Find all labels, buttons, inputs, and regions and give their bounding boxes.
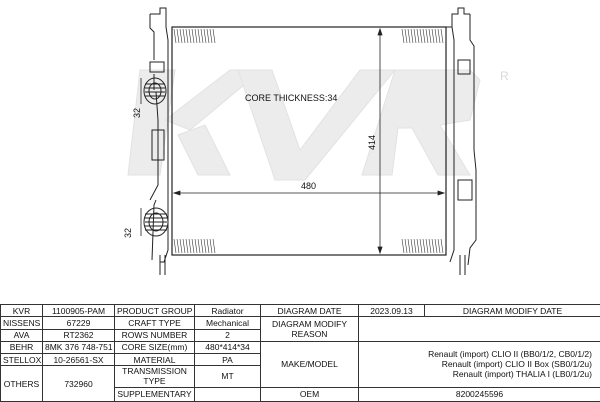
model-line: Renault (import) THALIA I (LB0/1/2u) (452, 369, 592, 380)
nissens-label: NISSENS (1, 317, 43, 329)
width-dimension: 480 (301, 181, 317, 191)
material-label: MATERIAL (115, 354, 195, 366)
core-size-label: CORE SIZE(mm) (115, 341, 195, 353)
diagram-modify-reason-value (359, 317, 600, 342)
ava-label: AVA (1, 329, 43, 341)
oem-label: OEM (261, 387, 359, 401)
others-value: 732960 (43, 366, 115, 402)
nissens-value: 67229 (43, 317, 115, 329)
oem-value: 8200245596 (359, 387, 600, 401)
ava-value: RT2362 (43, 329, 115, 341)
height-dimension: 414 (367, 134, 377, 150)
kvr-value: 1100905-PAM (43, 305, 115, 317)
model-line: Renault (import) CLIO II Box (SB0/1/2u) (441, 359, 592, 370)
transmission-type-value: MT (195, 366, 261, 387)
supplementary-label: SUPPLEMENTARY (115, 387, 195, 401)
kvr-watermark (128, 69, 509, 180)
behr-value: 8MK 376 748-751 (43, 341, 115, 353)
diagram-date-value: 2023.09.13 (359, 305, 425, 317)
lower-pipe-diameter: 32 (123, 227, 133, 238)
craft-type-value: Mechanical (195, 317, 261, 329)
stellox-label: STELLOX (1, 354, 43, 366)
upper-pipe-diameter: 32 (132, 107, 142, 118)
craft-type-label: CRAFT TYPE (115, 317, 195, 329)
core-thickness-label: CORE THICKNESS:34 (245, 93, 338, 103)
lower-pipe (144, 208, 168, 236)
diagram-date-label: DIAGRAM DATE (261, 305, 359, 317)
product-group-value: Radiator (195, 305, 261, 317)
product-group-label: PRODUCT GROUP (115, 305, 195, 317)
model-line: Renault (import) CLIO II (BB0/1/2, CB0/1/2) (428, 349, 592, 360)
spec-table (0, 304, 600, 402)
width-dimension-line (174, 191, 444, 195)
transmission-type-label: TRANSMISSION TYPE (115, 366, 195, 387)
kvr-label: KVR (1, 305, 43, 317)
supplementary-value (195, 387, 261, 401)
stellox-value: 10-26561-SX (43, 354, 115, 366)
others-label: OTHERS (1, 366, 43, 402)
diagram-modify-date-label: DIAGRAM MODIFY DATE (425, 305, 600, 317)
material-value: PA (195, 354, 261, 366)
make-model-value (359, 341, 600, 387)
make-model-label: MAKE/MODEL (261, 341, 359, 387)
watermark-registered-mark: R (500, 69, 509, 83)
rows-number-value: 2 (195, 329, 261, 341)
core-size-value: 480*414*34 (195, 341, 261, 353)
diagram-modify-reason-label: DIAGRAM MODIFY REASON (261, 317, 359, 342)
behr-label: BEHR (1, 341, 43, 353)
rows-number-label: ROWS NUMBER (115, 329, 195, 341)
right-tank (446, 8, 476, 275)
